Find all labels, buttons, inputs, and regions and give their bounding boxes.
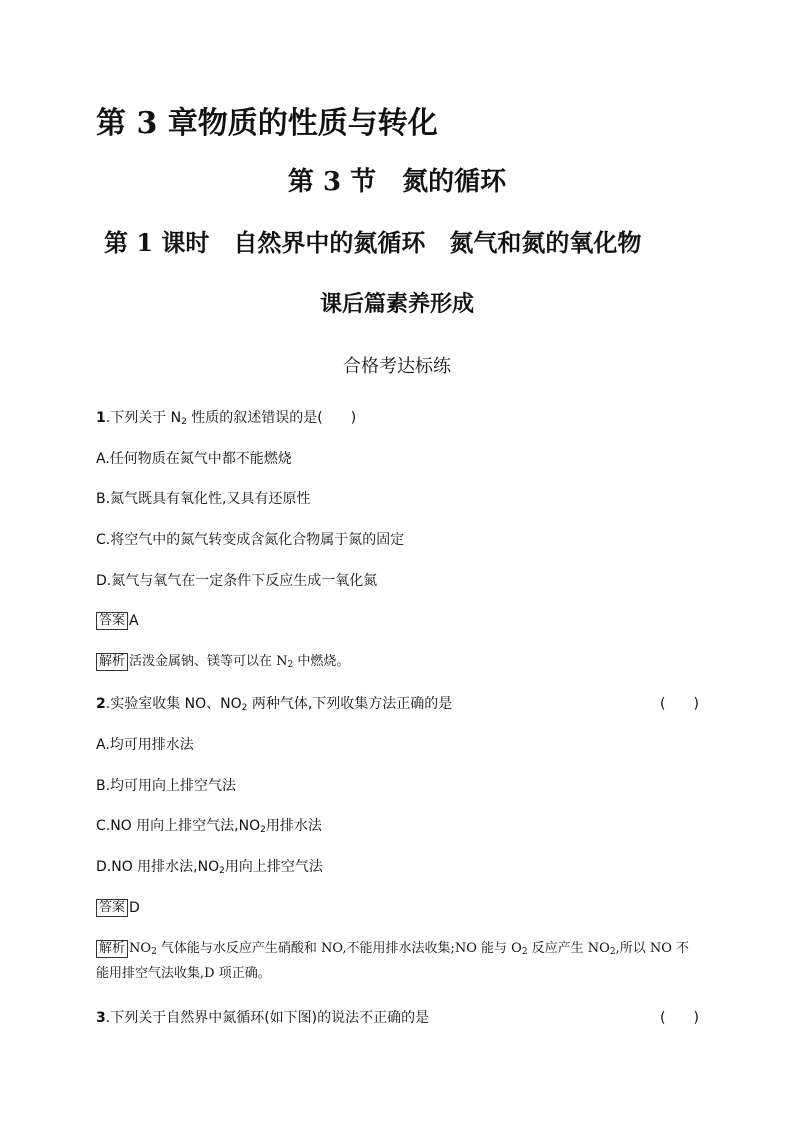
question-1-option-d: D.氮气与氧气在一定条件下反应生成一氧化氮: [96, 573, 378, 589]
question-3-paren: ( ): [660, 1010, 699, 1026]
explanation-tag: 解析: [96, 940, 128, 958]
question-1-option-c: C.将空气中的氮气转变成含氮化合物属于氮的固定: [96, 532, 405, 548]
question-1-stem: 1.下列关于 $N_2$ 性质的叙述错误的是( ): [96, 410, 357, 427]
answer-tag: 答案: [96, 612, 128, 630]
question-1-option-a: A.任何物质在氮气中都不能燃烧: [96, 451, 292, 467]
question-2-explanation-line-1: 解析 $NO_2$ 气体能与水反应产生硝酸和 NO,不能用排水法收集;NO 能与 $O_2$ 反应产生 $NO_2$,所以 NO 不: [96, 939, 689, 962]
lesson-title: 第 1 课时 自然界中的氮循环 氮气和氮的氧化物: [104, 228, 642, 257]
question-1-answer: 答案 A: [96, 611, 139, 631]
level-title: 合格考达标练: [343, 356, 451, 377]
question-2-answer: 答案 D: [96, 898, 140, 918]
question-2-option-c: C.NO 用向上排空气法$,NO_2$用排水法: [96, 818, 322, 835]
section-title: 第 3 节 氮的循环: [287, 167, 507, 197]
question-2-stem: 2.实验室收集 NO、$NO_2$ 两种气体,下列收集方法正确的是: [96, 696, 453, 713]
question-1-explanation: 解析 活泼金属钠、镁等可以在 $N_2$ 中燃烧。: [96, 652, 349, 675]
question-2-option-b: B.均可用向上排空气法: [96, 778, 237, 794]
question-2-option-a: A.均可用排水法: [96, 737, 194, 753]
question-1-option-b: B.氮气既具有氧化性,又具有还原性: [96, 491, 311, 507]
question-2-explanation-line-2: 能用排空气法收集,D 项正确。: [96, 966, 271, 981]
answer-tag: 答案: [96, 899, 128, 917]
chapter-title: 第 3 章物质的性质与转化: [96, 106, 438, 141]
subtitle: 课后篇素养形成: [319, 291, 474, 317]
question-2-option-d: D.NO 用排水法$,NO_2$用向上排空气法: [96, 859, 323, 876]
question-3-stem: 3.下列关于自然界中氮循环(如下图)的说法不正确的是: [96, 1010, 430, 1026]
explanation-tag: 解析: [96, 653, 128, 671]
question-2-paren: ( ): [660, 696, 699, 712]
